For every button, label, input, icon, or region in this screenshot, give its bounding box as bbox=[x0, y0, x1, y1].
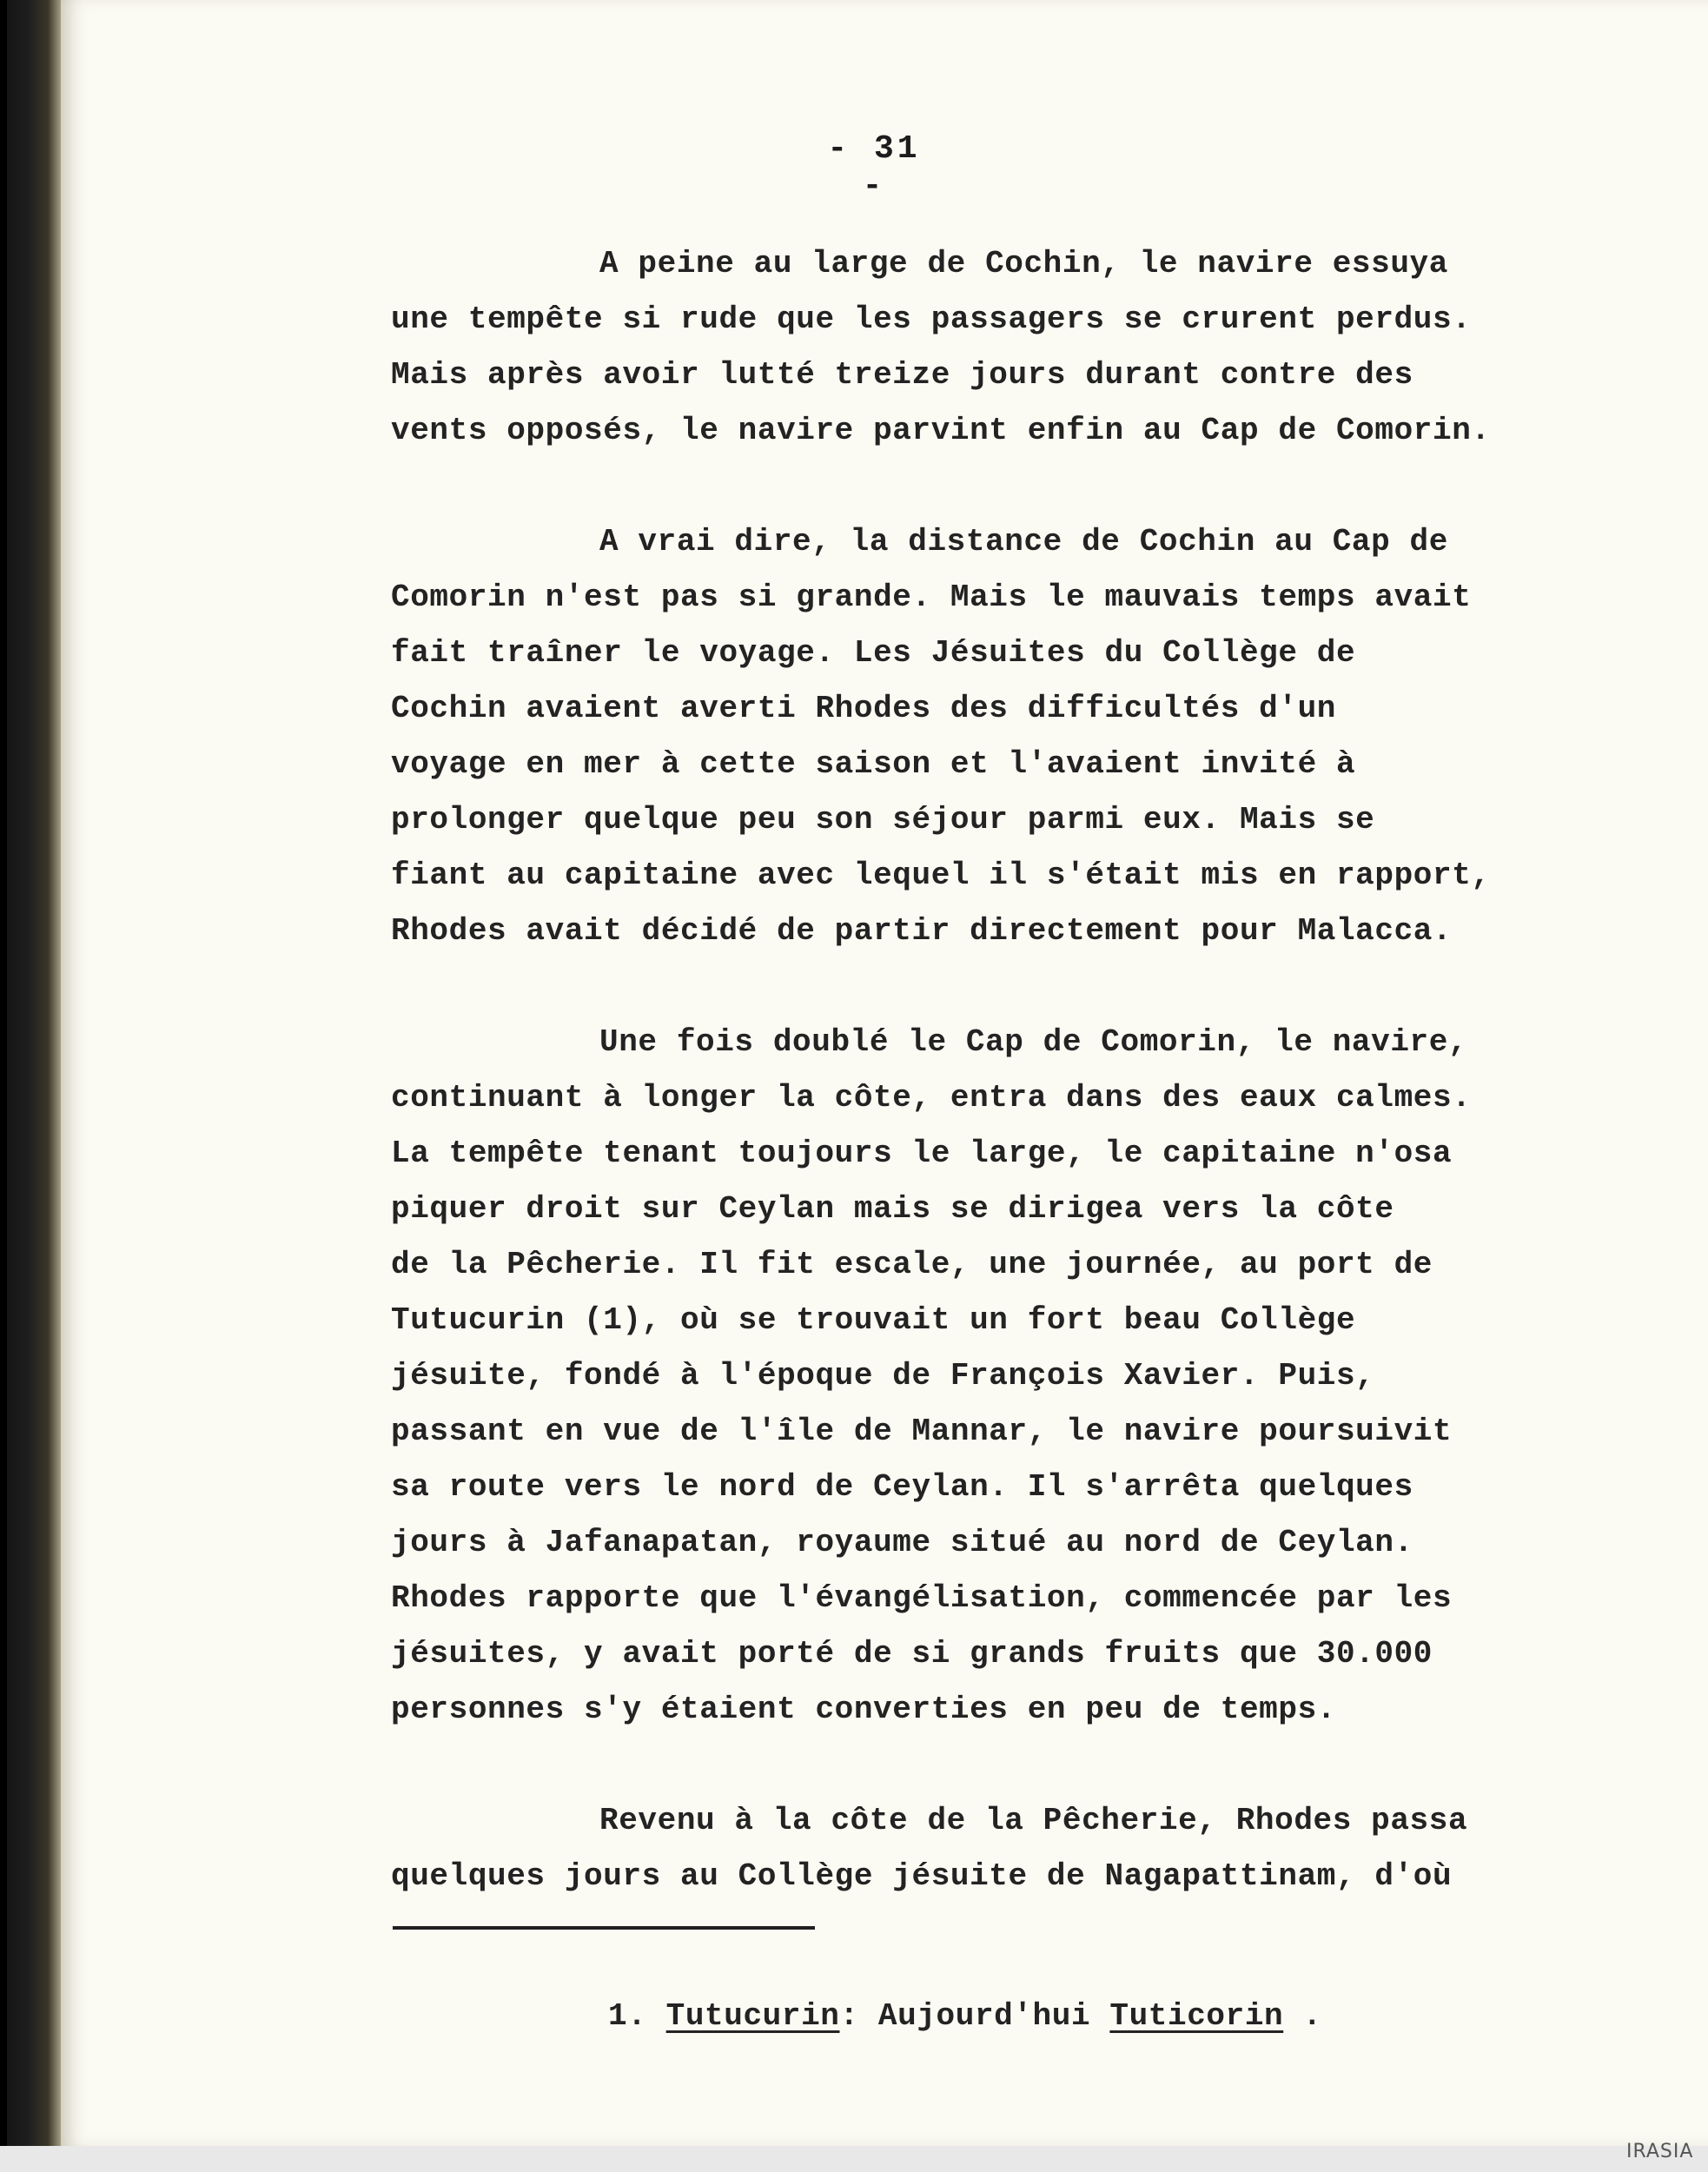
text-line: A vrai dire, la distance de Cochin au Cap de bbox=[599, 524, 1448, 560]
text-line: Tutucurin (1), où se trouvait un fort beau Collège bbox=[391, 1302, 1356, 1338]
text-line: personnes s'y étaient converties en peu de temps. bbox=[391, 1692, 1336, 1727]
footnote-modern-name: Tuticorin bbox=[1109, 1998, 1284, 2034]
text-line: vents opposés, le navire parvint enfin au Cap de Comorin. bbox=[391, 413, 1491, 448]
text-line: Mais après avoir lutté treize jours durant contre des bbox=[391, 357, 1413, 393]
footnote-marker: 1. bbox=[608, 1998, 647, 2034]
text-line: jésuites, y avait porté de si grands fruits que 30.000 bbox=[391, 1636, 1433, 1672]
paragraph-4 bbox=[391, 1793, 1590, 1904]
text-line: La tempête tenant toujours le large, le capitaine n'osa bbox=[391, 1136, 1453, 1171]
text-line: passant en vue de l'île de Mannar, le navire poursuivit bbox=[391, 1414, 1453, 1449]
body-text bbox=[391, 236, 1590, 1960]
text-line: sa route vers le nord de Ceylan. Il s'arrêta quelques bbox=[391, 1469, 1413, 1505]
footnote-separator-colon: : bbox=[839, 1998, 859, 2034]
text-line: Une fois doublé le Cap de Comorin, le navire, bbox=[599, 1024, 1468, 1060]
text-line: Rhodes rapporte que l'évangélisation, commencée par les bbox=[391, 1580, 1453, 1616]
text-line: piquer droit sur Ceylan mais se dirigea vers la côte bbox=[391, 1191, 1394, 1227]
text-line: A peine au large de Cochin, le navire essuya bbox=[599, 246, 1448, 281]
page-number: - 31 - bbox=[827, 130, 921, 205]
text-line: Cochin avaient averti Rhodes des difficultés d'un bbox=[391, 691, 1336, 726]
text-line: une tempête si rude que les passagers se crurent perdus. bbox=[391, 301, 1472, 337]
paragraph-1 bbox=[391, 236, 1590, 459]
text-line: continuant à longer la côte, entra dans des eaux calmes. bbox=[391, 1080, 1472, 1116]
footnote-text: Aujourd'hui bbox=[877, 1998, 1091, 2034]
paragraph-3 bbox=[391, 1015, 1590, 1738]
footnote bbox=[608, 1998, 1322, 2034]
footnote-separator bbox=[393, 1926, 815, 1930]
text-line: fiant au capitaine avec lequel il s'était mis en rapport, bbox=[391, 858, 1491, 893]
scan-bottom-strip bbox=[0, 2146, 1708, 2172]
text-line: prolonger quelque peu son séjour parmi eux. Mais se bbox=[391, 802, 1375, 838]
footnote-term: Tutucurin bbox=[665, 1998, 840, 2034]
text-line: jours à Jafanapatan, royaume situé au nord de Ceylan. bbox=[391, 1525, 1413, 1560]
spine-edge bbox=[0, 0, 7, 2172]
watermark: IRASIA bbox=[1626, 2141, 1694, 2162]
footnote-end: . bbox=[1302, 1998, 1322, 2034]
text-line: Rhodes avait décidé de partir directement pour Malacca. bbox=[391, 913, 1453, 949]
text-line: Comorin n'est pas si grande. Mais le mauvais temps avait bbox=[391, 579, 1472, 615]
text-line: quelques jours au Collège jésuite de Nagapattinam, d'où bbox=[391, 1858, 1453, 1894]
text-line: de la Pêcherie. Il fit escale, une journée, au port de bbox=[391, 1247, 1433, 1282]
text-line: jésuite, fondé à l'époque de François Xavier. Puis, bbox=[391, 1358, 1375, 1394]
paragraph-2 bbox=[391, 514, 1590, 959]
text-line: fait traîner le voyage. Les Jésuites du Collège de bbox=[391, 635, 1356, 671]
text-line: voyage en mer à cette saison et l'avaient invité à bbox=[391, 746, 1356, 782]
text-line: Revenu à la côte de la Pêcherie, Rhodes passa bbox=[599, 1803, 1468, 1838]
